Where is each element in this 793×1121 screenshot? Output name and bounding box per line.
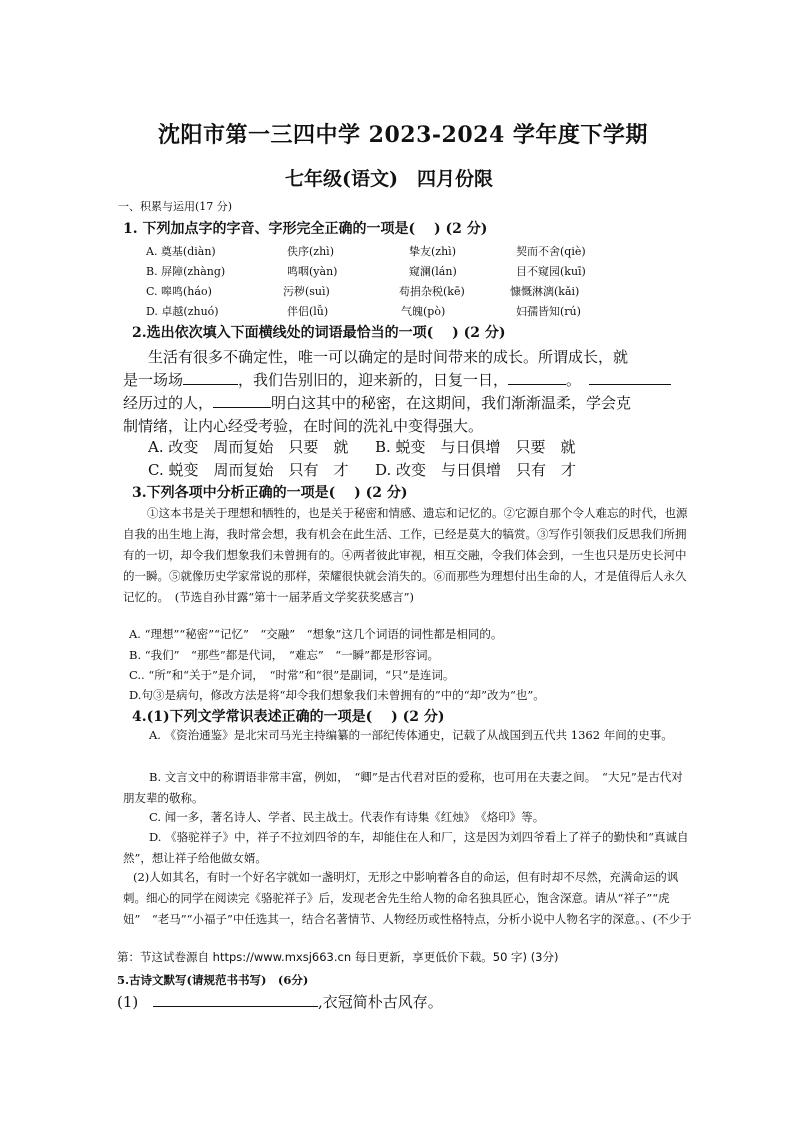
q2-line-3-b: 经历过的人，	[123, 394, 214, 412]
q1-a-4: 契而不舍(qiè)	[516, 245, 586, 258]
q3-stem: 3.下列各项中分析正确的一项是( ) (2 分)	[132, 485, 408, 501]
q3-option-a: A. “理想”“秘密”“记忆” “交融” “想象”这几个词语的词性都是相同的。	[129, 627, 503, 641]
q2-stem: 2.选出依次填入下面横线处的词语最恰当的一项( ) (2 分)	[132, 325, 506, 341]
answer-blank-2[interactable]	[508, 369, 566, 385]
q1-d-2: 伴侣(lǚ)	[287, 305, 329, 318]
q4-option-b: B. 文言文中的称谓语非常丰富，例如， “卿”是古代君对臣的爱称，也可用在夫妻之间。 “大兄”是古代对朋友辈的敬称。	[123, 770, 683, 805]
q2-option-d: D. 改变 与日俱增 只有 才	[375, 461, 577, 479]
q4-option-a: A. 《资治通鉴》是北宋司马光主持编纂的一部纪传体通史，记载了从战国到五代共 1362 年间的史事。	[149, 728, 673, 742]
q1-c-3: 苟捐杂税(kē)	[399, 285, 465, 298]
q2-option-a: A. 改变 周而复始 只要 就	[148, 438, 349, 456]
answer-blank-4[interactable]	[213, 392, 271, 408]
q1-a-3: 挚友(zhì)	[409, 245, 456, 258]
q4-part-2: (2)人如其名，有时一个好名字就如一盏明灯，无形之中影响着各自的命运，但有时却不尽然，充满命运的讽刺。细心的同学在阅读完《骆驼祥子》后，发现老舍先生给人物的命名独具匠心，饱含深意。请从“祥子”“虎妞” “老马”“小福子”中任选其一，结合名著情节、人物经历或性格特点，分析小说中人物名字的深意。、(不少于	[123, 870, 692, 926]
q1-b-3: 窥澜(lán)	[409, 265, 457, 278]
q1-a-2: 佚序(zhì)	[287, 245, 334, 258]
q1-d-1: D. 卓越(zhuó)	[146, 305, 219, 318]
answer-blank-poem-1[interactable]	[153, 991, 318, 1007]
q2-option-c: C. 蜕变 周而复始 只有 才	[148, 461, 349, 479]
q1-d-3: 气魄(pò)	[401, 305, 446, 318]
q1-b-1: B. 屏障(zhàng)	[146, 265, 226, 278]
exam-subtitle: 七年级(语文) 四月份限	[285, 168, 493, 190]
section-1-label: 一、积累与运用(17 分)	[118, 200, 233, 213]
q2-line-1: 生活有很多不确定性，唯一可以确定的是时间带来的成长。所谓成长，就	[148, 348, 629, 366]
q4-stem: 4.(1)下列文学常识表述正确的一项是( ) (2 分)	[132, 709, 445, 725]
answer-blank-1[interactable]	[183, 369, 238, 385]
q3-option-d: D.句③是病句，修改方法是将“却令我们想象我们未曾拥有的”中的“却”改为“也”。	[129, 688, 545, 702]
q2-line-2	[123, 369, 671, 390]
q1-c-1: C. 嗥鸣(háo)	[146, 285, 212, 298]
q1-c-4: 慷慨淋漓(kǎi)	[510, 285, 580, 298]
q5-item-1	[117, 991, 443, 1012]
exam-title: 沈阳市第一三四中学 2023-2024 学年度下学期	[158, 122, 648, 148]
answer-blank-3[interactable]	[589, 369, 671, 385]
q3-option-b: B. “我们” “那些”都是代词， “难忘” “一瞬”都是形容词。	[129, 648, 440, 662]
q5-item-1-number: (1)	[117, 993, 139, 1011]
q2-line-2-c: 。	[566, 371, 582, 389]
q1-stem: 1. 下列加点字的字音、字形完全正确的一项是( ) (2 分)	[123, 221, 488, 237]
q2-line-2-b: ，我们告别旧的，迎来新的，日复一日，	[238, 371, 509, 389]
q1-b-4: 目不窥园(kuī)	[516, 265, 586, 278]
q3-passage: ①这本书是关于理想和牺牲的，也是关于秘密和情感、遗忘和记忆的。②它源自那个令人难忘的时代，也源自我的出生地上海，我时常会想，我有机会在此生活、工作，已经是莫大的犒赏。③写作引领我们反思我们所拥有的一切，却令我们想象我们未曾拥有的。④两者彼此审视，相互交融，令我们体会到，一生也只是历史长河中的一瞬。⑤就像历史学家常说的那样，荣耀很快就会消失的。⑥而那些为理想付出生命的人，才是值得后人永久记忆的。 (节选自孙甘露“第十一届茅盾文学奖获奖感言”)	[123, 506, 688, 604]
q4-option-d: D. 《骆驼祥子》中，祥子不拉刘四爷的车，却能住在人和厂，这是因为刘四爷看上了祥子的勤快和“真诚自然”，想让祥子给他做女婿。	[123, 830, 689, 865]
q2-line-3-c: 明白这其中的秘密，在这期间，我们渐渐温柔，学会克	[271, 394, 632, 412]
q5-item-1-tail: ,衣冠简朴古风存。	[318, 993, 443, 1011]
q1-a-1: A. 奠基(diàn)	[146, 245, 216, 258]
q2-option-b: B. 蜕变 与日俱增 只要 就	[375, 438, 576, 456]
q2-line-4: 制情绪，让内心经受考验，在时间的洗礼中变得强大。	[123, 417, 484, 435]
q1-b-2: 鸣咽(yàn)	[287, 265, 338, 278]
q5-stem: 5.古诗文默写(请规范书书写) (6分)	[117, 973, 309, 987]
q1-c-2: 污秽(suì)	[283, 285, 330, 298]
q3-option-c: C.. “所”和“关于”是介词， “时常”和“很”是副词，“只”是连词。	[129, 668, 455, 682]
q4-option-c: C. 闻一多，著名诗人、学者、民主战士。代表作有诗集《红烛》 《烙印》等。	[149, 810, 545, 824]
q2-line-2-a: 是一场场	[123, 371, 184, 389]
source-footer: 第：节这试卷源自 https://www.mxsj663.cn 每日更新，享更低价下载。50 字) (3分)	[117, 950, 559, 964]
q2-line-3	[123, 392, 631, 413]
q1-d-4: 妇孺皆知(rú)	[516, 305, 581, 318]
